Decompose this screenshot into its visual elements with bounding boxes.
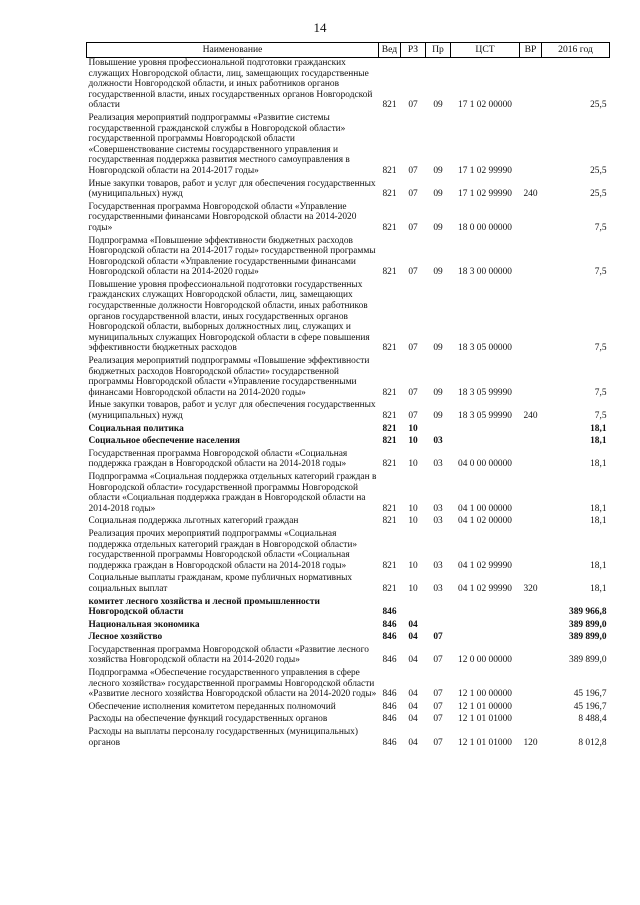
cell-rz: 10 [408, 583, 418, 594]
cell-rz: 07 [408, 100, 418, 111]
cell-rz: 10 [408, 560, 418, 571]
cell-rz: 07 [408, 267, 418, 278]
cell-sum: 25,5 [590, 189, 607, 200]
cell-ved: 821 [382, 459, 397, 470]
cell-pr: 03 [433, 560, 443, 571]
cell-cst: 17 1 02 99990 [458, 189, 512, 200]
cell-ved: 846 [382, 737, 397, 748]
cell-cst: 04 1 02 00000 [458, 516, 512, 527]
cell-sum: 25,5 [590, 100, 607, 111]
cell-name: Подпрограмма «Социальная поддержка отдельных категорий граждан в Новгородской области» государственной программы Новгородской области «Социальная поддержка граждан в Новгородской области на 2014-2018 годы» [88, 471, 377, 514]
cell-rz: 04 [408, 655, 418, 666]
table-row [87, 645, 610, 668]
table-row [87, 58, 610, 113]
table-row [87, 202, 610, 236]
table-row [87, 356, 610, 400]
cell-pr: 09 [433, 343, 443, 354]
cell-pr: 07 [433, 689, 443, 700]
cell-name: Иные закупки товаров, работ и услуг для обеспечения государственных (муниципальных) нужд [88, 400, 376, 421]
cell-name: Повышение уровня профессиональной подготовки государственных гражданских служащих Новгородской области, лиц, замещающих государственные должности Новгородской области, иных работников органов государственной власти, иных государственных органов Новгородской области, выборных должностных лиц, служащих и муниципальных служащих Новгородской области в сфере повышения эффективности бюджетных расходов [88, 279, 370, 354]
cell-name: Подпрограмма «Повышение эффективности бюджетных расходов Новгородской области на 2014-2017 годы» государственной программы Новгородской области «Управление государственными финансами Новгородской области на 2014-2020 годы» [88, 235, 376, 278]
cell-pr [426, 424, 451, 437]
cell-sum: 389 899,0 [569, 632, 607, 643]
cell-ved: 846 [382, 701, 397, 712]
header-rz: РЗ [401, 43, 426, 58]
cell-sum: 45 196,7 [573, 689, 607, 700]
cell-name: Лесное хозяйство [88, 632, 163, 643]
cell-ved: 821 [382, 503, 397, 514]
cell-rz: 10 [408, 516, 418, 527]
cell-cst: 12 1 01 00000 [458, 701, 512, 712]
cell-ved: 821 [382, 516, 397, 527]
cell-pr: 09 [433, 387, 443, 398]
cell-ved: 821 [382, 583, 397, 594]
cell-name: Государственная программа Новгородской области «Развитие лесного хозяйства Новгородской области на 2014-2020 годы» [88, 644, 369, 666]
cell-rz: 07 [408, 387, 418, 398]
cell-cst: 18 3 05 99990 [458, 411, 512, 421]
cell-vr: 320 [523, 583, 538, 594]
cell-vr: 120 [523, 737, 538, 748]
budget-table [86, 42, 610, 750]
cell-cst: 12 1 01 01000 [458, 737, 512, 748]
cell-rz: 07 [408, 189, 418, 200]
cell-ved: 821 [382, 100, 397, 111]
table-header-row [87, 43, 610, 58]
cell-vr [520, 529, 542, 573]
cell-name: Государственная программа Новгородской области «Управление государственными финансами Новгородской области на 2014-2020 годы» [88, 201, 357, 233]
cell-name: Обеспечение исполнения комитетом переданных полномочий [88, 701, 336, 712]
cell-vr [520, 645, 542, 668]
cell-pr: 09 [433, 267, 443, 278]
cell-pr: 09 [433, 222, 443, 233]
cell-sum: 18,1 [590, 459, 607, 470]
cell-ved: 846 [382, 689, 397, 700]
cell-sum: 18,1 [590, 583, 607, 594]
table-row [87, 113, 610, 179]
table-row [87, 400, 610, 423]
table-row [87, 179, 610, 202]
cell-cst: 12 1 01 01000 [458, 714, 512, 725]
cell-vr [520, 632, 542, 645]
cell-name: Социальные выплаты гражданам, кроме публичных нормативных социальных выплат [88, 573, 353, 594]
cell-pr [426, 620, 451, 633]
cell-pr: 07 [433, 655, 443, 666]
cell-vr [520, 424, 542, 437]
cell-cst: 17 1 02 00000 [458, 100, 512, 111]
cell-cst [451, 597, 520, 620]
cell-vr [520, 597, 542, 620]
cell-sum: 18,1 [590, 423, 607, 434]
cell-ved: 821 [382, 436, 397, 447]
cell-name: Повышение уровня профессиональной подготовки гражданских служащих Новгородской области, лиц, замещающих государственные должности Новгородской области, и иных работников органов государственной власти, иных государственных органов Новгородской области [88, 58, 373, 111]
table-row [87, 529, 610, 573]
cell-rz: 04 [408, 701, 418, 712]
cell-sum: 8 012,8 [578, 737, 607, 748]
cell-vr [520, 449, 542, 472]
table-row [87, 449, 610, 472]
cell-vr [520, 113, 542, 179]
cell-ved: 821 [382, 411, 397, 421]
cell-sum: 18,1 [590, 503, 607, 514]
cell-pr [426, 597, 451, 620]
cell-cst: 04 1 02 99990 [458, 583, 512, 594]
cell-pr: 07 [433, 632, 443, 643]
cell-rz: 04 [408, 619, 418, 630]
cell-cst [451, 424, 520, 437]
cell-cst [451, 620, 520, 633]
cell-name: Иные закупки товаров, работ и услуг для обеспечения государственных (муниципальных) нужд [88, 178, 376, 200]
table-row [87, 620, 610, 633]
cell-vr: 240 [523, 189, 538, 200]
cell-name: Социальное обеспечение населения [88, 436, 240, 447]
cell-ved: 821 [382, 423, 397, 434]
table-row [87, 424, 610, 437]
cell-sum: 8 488,4 [578, 714, 607, 725]
cell-pr: 03 [433, 436, 443, 447]
cell-name: Социальная политика [88, 423, 184, 434]
cell-ved: 821 [382, 267, 397, 278]
cell-name: Реализация мероприятий подпрограммы «Развитие системы государственной гражданской службы в Новгородской области» государственной программы Новгородской области «Совершенствование системы государственного управления и государственная поддержка развития местного самоуправления в Новгородской области на 2014-2017 годы» [88, 112, 350, 176]
cell-sum: 7,5 [594, 411, 607, 421]
cell-vr [520, 668, 542, 702]
cell-vr [520, 356, 542, 400]
cell-cst: 18 3 05 00000 [458, 343, 512, 354]
cell-vr [520, 714, 542, 727]
cell-vr [520, 58, 542, 113]
cell-vr [520, 436, 542, 449]
table-row [87, 727, 610, 750]
page-number: 14 [313, 20, 327, 35]
cell-ved: 821 [382, 343, 397, 354]
cell-rz: 07 [408, 343, 418, 354]
table-row [87, 668, 610, 702]
cell-pr: 09 [433, 189, 443, 200]
table-row [87, 714, 610, 727]
cell-pr: 03 [433, 503, 443, 514]
cell-sum: 45 196,7 [573, 701, 607, 712]
cell-rz: 10 [408, 436, 418, 447]
cell-name: Расходы на выплаты персоналу государственных (муниципальных) органов [88, 727, 358, 748]
cell-name: Расходы на обеспечение функций государственных органов [88, 714, 328, 725]
cell-rz: 04 [408, 714, 418, 725]
cell-sum: 7,5 [594, 267, 607, 278]
cell-cst: 17 1 02 99990 [458, 165, 512, 176]
cell-sum: 18,1 [590, 560, 607, 571]
cell-cst: 18 0 00 00000 [458, 222, 512, 233]
cell-cst [451, 632, 520, 645]
cell-sum: 389 899,0 [569, 655, 607, 666]
cell-rz: 07 [408, 165, 418, 176]
cell-pr: 07 [433, 714, 443, 725]
cell-vr [520, 236, 542, 280]
cell-ved: 846 [382, 655, 397, 666]
cell-cst: 12 0 00 00000 [458, 655, 512, 666]
cell-name: Государственная программа Новгородской области «Социальная поддержка граждан в Новгородской области на 2014-2018 годы» [88, 448, 348, 470]
cell-pr: 03 [433, 459, 443, 470]
cell-pr: 03 [433, 516, 443, 527]
cell-cst: 04 0 00 00000 [458, 459, 512, 470]
cell-sum: 7,5 [594, 343, 607, 354]
cell-sum: 389 899,0 [569, 619, 607, 630]
header-ved: Вед [379, 43, 401, 58]
cell-sum: 7,5 [594, 222, 607, 233]
cell-name: Подпрограмма «Обеспечение государственного управления в сфере лесного хозяйства» государственной программы Новгородской области «Развитие лесного хозяйства Новгородской области на 2014-2020 годы» [88, 668, 377, 700]
cell-ved: 821 [382, 189, 397, 200]
cell-ved: 846 [382, 632, 397, 643]
cell-sum: 18,1 [590, 516, 607, 527]
cell-rz: 04 [408, 737, 418, 748]
header-pr: Пр [426, 43, 451, 58]
header-year: 2016 год [542, 43, 610, 58]
cell-name: Реализация прочих мероприятий подпрограммы «Социальная поддержка отдельных категорий граждан в Новгородской области» государственной программы Новгородской области «Социальная поддержка граждан в Новгородской области на 2014-2018 годы» [88, 528, 358, 571]
table-row [87, 280, 610, 356]
cell-name: Социальная поддержка льготных категорий граждан [88, 516, 299, 527]
cell-vr [520, 280, 542, 356]
cell-cst: 04 1 00 00000 [458, 503, 512, 514]
table-row [87, 472, 610, 516]
cell-sum: 18,1 [590, 436, 607, 447]
cell-vr [520, 516, 542, 529]
cell-ved: 821 [382, 222, 397, 233]
table-row [87, 516, 610, 529]
cell-cst [451, 436, 520, 449]
cell-ved: 846 [382, 607, 397, 618]
table-row [87, 573, 610, 596]
cell-cst: 18 3 05 99990 [458, 387, 512, 398]
cell-pr: 09 [433, 165, 443, 176]
cell-sum: 7,5 [594, 387, 607, 398]
table-row [87, 436, 610, 449]
cell-name: комитет лесного хозяйства и лесной промышленности Новгородской области [88, 596, 320, 618]
table-row [87, 597, 610, 620]
table-row [87, 632, 610, 645]
cell-cst: 04 1 02 99990 [458, 560, 512, 571]
cell-rz: 04 [408, 689, 418, 700]
cell-sum: 25,5 [590, 165, 607, 176]
cell-rz [401, 597, 426, 620]
cell-pr: 09 [433, 100, 443, 111]
header-cst: ЦСТ [451, 43, 520, 58]
table-row [87, 702, 610, 715]
header-name: Наименование [87, 43, 379, 58]
cell-name: Реализация мероприятий подпрограммы «Повышение эффективности бюджетных расходов Новгородской области» государственной программы Новгородской области «Управление государственными финансами Новгородской области на 2014-2020 годы» [88, 356, 370, 398]
cell-ved: 821 [382, 387, 397, 398]
cell-pr: 09 [433, 411, 443, 421]
cell-cst: 18 3 00 00000 [458, 267, 512, 278]
cell-ved: 821 [382, 560, 397, 571]
cell-name: Национальная экономика [88, 619, 200, 630]
cell-pr: 07 [433, 737, 443, 748]
cell-sum: 389 966,8 [569, 607, 607, 618]
cell-rz: 10 [408, 423, 418, 434]
cell-pr: 03 [433, 583, 443, 594]
cell-rz: 10 [408, 503, 418, 514]
cell-vr [520, 702, 542, 715]
cell-rz: 10 [408, 459, 418, 470]
cell-ved: 846 [382, 619, 397, 630]
cell-rz: 07 [408, 411, 418, 421]
cell-cst: 12 1 00 00000 [458, 689, 512, 700]
cell-pr: 07 [433, 701, 443, 712]
cell-vr [520, 202, 542, 236]
cell-rz: 07 [408, 222, 418, 233]
cell-ved: 846 [382, 714, 397, 725]
cell-vr [520, 472, 542, 516]
cell-vr: 240 [523, 411, 538, 421]
header-vr: ВР [520, 43, 542, 58]
cell-ved: 821 [382, 165, 397, 176]
cell-vr [520, 620, 542, 633]
cell-rz: 04 [408, 632, 418, 643]
table-row [87, 236, 610, 280]
